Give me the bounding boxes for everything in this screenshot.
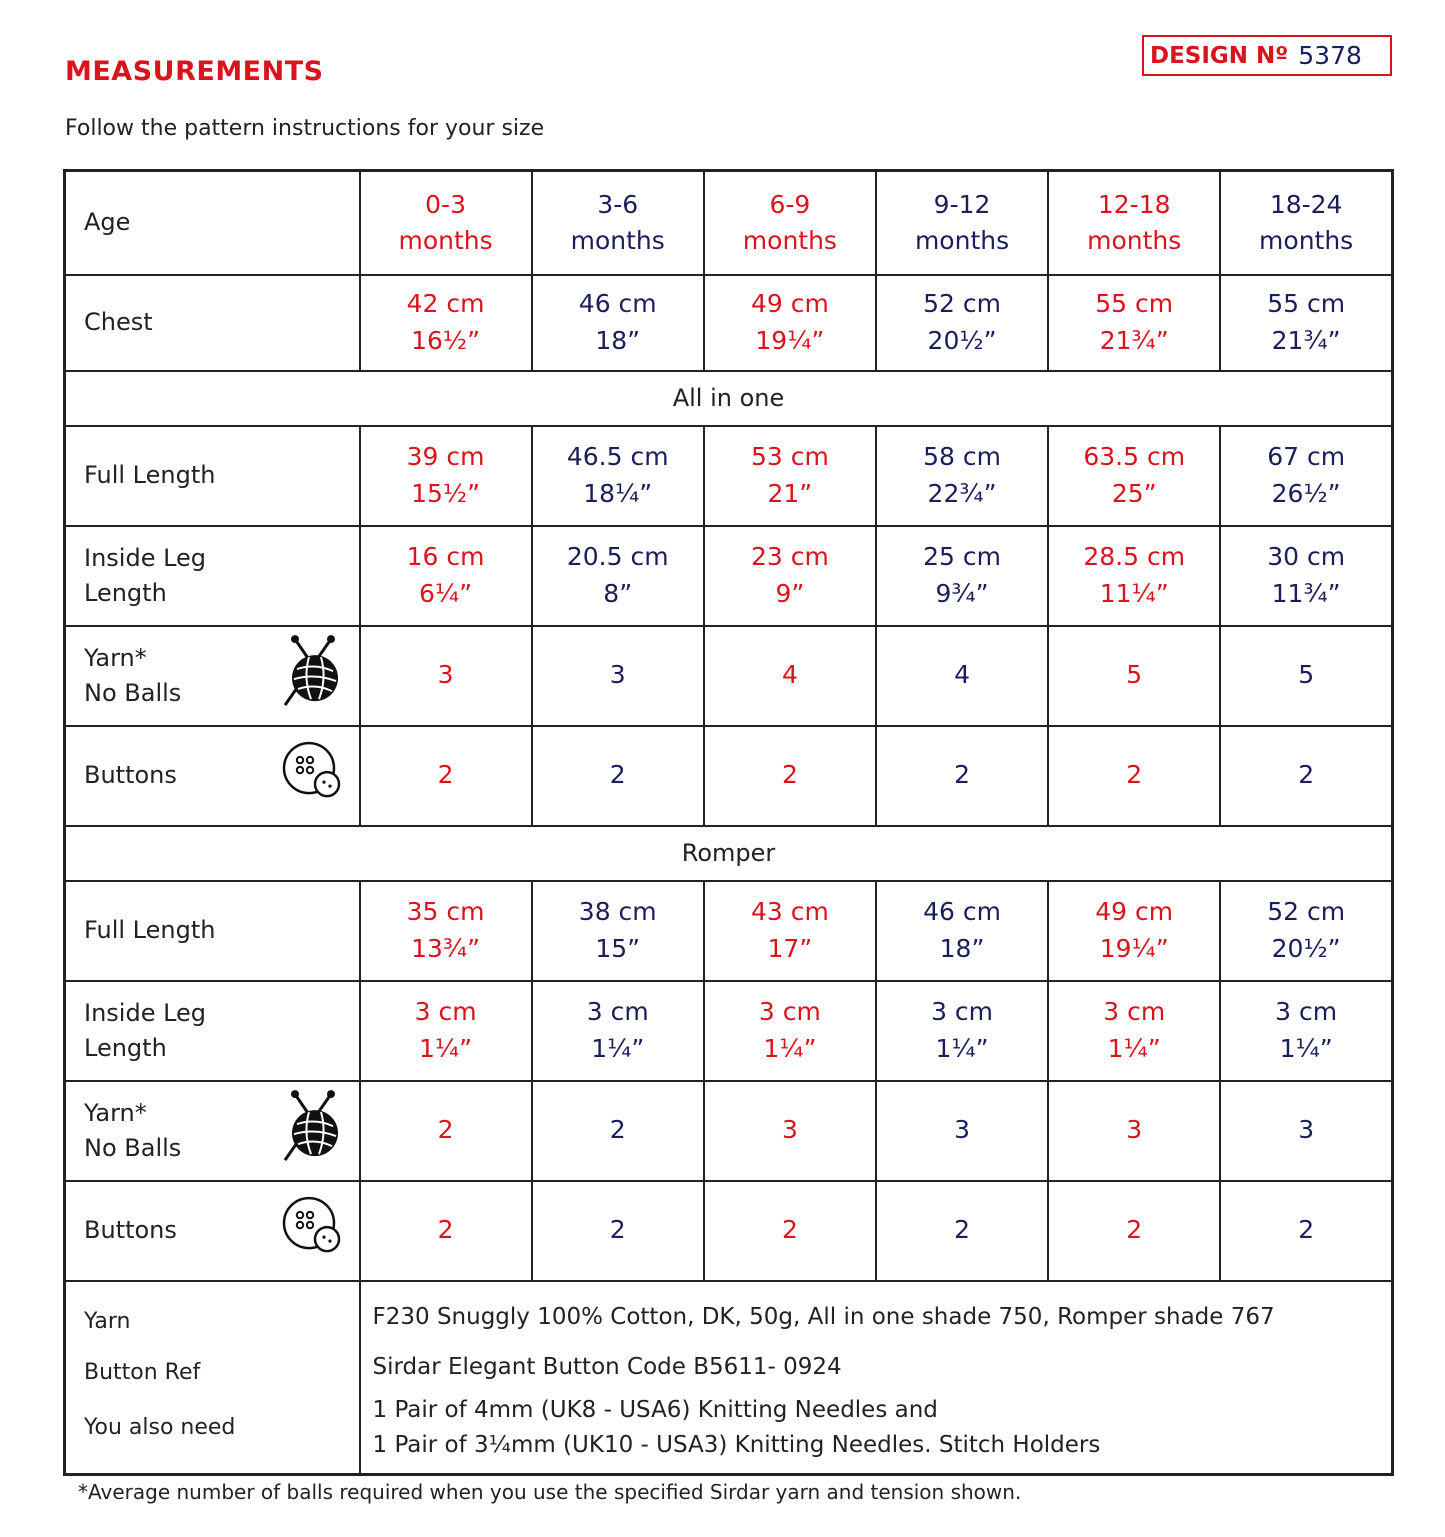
cell-buttons: 2: [1048, 1181, 1220, 1281]
cell-balls: 3: [1220, 1081, 1392, 1181]
cell-balls: 3: [876, 1081, 1048, 1181]
label-buttons: Buttons: [65, 1181, 360, 1281]
cell-balls: 2: [532, 1081, 704, 1181]
cell-inside-leg: 3 cm 1¼”: [360, 981, 532, 1081]
section-title: All in one: [65, 371, 1393, 426]
also-need-label: You also need: [84, 1414, 236, 1440]
cell-full-length: 67 cm 26½”: [1220, 426, 1392, 526]
cell-full-length: 46.5 cm 18¼”: [532, 426, 704, 526]
design-number-box: [1142, 35, 1392, 76]
subtitle: Follow the pattern instructions for your size: [65, 116, 545, 141]
design-number: 5378: [1298, 41, 1362, 70]
yarn-ball-icon: [279, 1088, 345, 1174]
cell-full-length: 35 cm 13¾”: [360, 881, 532, 981]
section-header: [65, 371, 1393, 426]
info-values: [360, 1281, 1393, 1475]
cell-inside-leg: 30 cm 11¾”: [1220, 526, 1392, 626]
cell-buttons: 2: [876, 726, 1048, 826]
page-title: MEASUREMENTS: [65, 56, 324, 87]
cell-full-length: 58 cm 22¾”: [876, 426, 1048, 526]
cell-full-length: 38 cm 15”: [532, 881, 704, 981]
row-full-length: [65, 881, 1393, 981]
cell-age: 9-12 months: [876, 171, 1048, 275]
cell-buttons: 2: [1048, 726, 1220, 826]
cell-age: 3-6 months: [532, 171, 704, 275]
label-yarn-balls: Yarn* No Balls: [65, 626, 360, 726]
button-ref-label: Button Ref: [84, 1359, 201, 1385]
label-full-length: Full Length: [65, 426, 360, 526]
cell-balls: 4: [876, 626, 1048, 726]
label-buttons: Buttons: [65, 726, 360, 826]
cell-buttons: 2: [704, 726, 876, 826]
footnote: *Average number of balls required when you use the specified Sirdar yarn and tension shown.: [78, 1480, 1022, 1504]
cell-inside-leg: 3 cm 1¼”: [1048, 981, 1220, 1081]
row-inside-leg: [65, 526, 1393, 626]
label-inside-leg: Inside Leg Length: [65, 981, 360, 1081]
cell-inside-leg: 3 cm 1¼”: [532, 981, 704, 1081]
cell-balls: 3: [704, 1081, 876, 1181]
section-header: [65, 826, 1393, 881]
cell-buttons: 2: [532, 1181, 704, 1281]
button-icon: [279, 1193, 345, 1269]
cell-buttons: 2: [876, 1181, 1048, 1281]
cell-chest: 52 cm 20½”: [876, 275, 1048, 371]
row-buttons: [65, 1181, 1393, 1281]
cell-age: 18-24 months: [1220, 171, 1392, 275]
label-age: Age: [65, 171, 360, 275]
also-need-value-1: 1 Pair of 4mm (UK8 - USA6) Knitting Needles and: [372, 1396, 938, 1423]
row-chest: [65, 275, 1393, 371]
cell-inside-leg: 20.5 cm 8”: [532, 526, 704, 626]
cell-balls: 3: [360, 626, 532, 726]
measurements-table: [63, 169, 1394, 1476]
label-yarn-balls: Yarn* No Balls: [65, 1081, 360, 1181]
cell-full-length: 63.5 cm 25”: [1048, 426, 1220, 526]
cell-buttons: 2: [360, 726, 532, 826]
button-ref-value: Sirdar Elegant Button Code B5611- 0924: [372, 1353, 842, 1380]
yarn-value: F230 Snuggly 100% Cotton, DK, 50g, All in one shade 750, Romper shade 767: [372, 1303, 1275, 1330]
cell-chest: 55 cm 21¾”: [1048, 275, 1220, 371]
cell-balls: 3: [1048, 1081, 1220, 1181]
cell-buttons: 2: [360, 1181, 532, 1281]
cell-inside-leg: 28.5 cm 11¼”: [1048, 526, 1220, 626]
button-icon: [279, 738, 345, 814]
cell-full-length: 49 cm 19¼”: [1048, 881, 1220, 981]
yarn-ball-icon: [279, 633, 345, 719]
info-labels: [65, 1281, 360, 1475]
section-title: Romper: [65, 826, 1393, 881]
cell-inside-leg: 25 cm 9¾”: [876, 526, 1048, 626]
cell-chest: 49 cm 19¼”: [704, 275, 876, 371]
also-need-value-2: 1 Pair of 3¼mm (UK10 - USA3) Knitting Needles. Stitch Holders: [372, 1431, 1101, 1458]
cell-full-length: 53 cm 21”: [704, 426, 876, 526]
cell-balls: 2: [360, 1081, 532, 1181]
cell-balls: 4: [704, 626, 876, 726]
cell-inside-leg: 3 cm 1¼”: [876, 981, 1048, 1081]
cell-full-length: 52 cm 20½”: [1220, 881, 1392, 981]
cell-chest: 55 cm 21¾”: [1220, 275, 1392, 371]
yarn-label: Yarn: [84, 1308, 131, 1334]
label-inside-leg: Inside Leg Length: [65, 526, 360, 626]
row-buttons: [65, 726, 1393, 826]
cell-buttons: 2: [1220, 726, 1392, 826]
cell-buttons: 2: [532, 726, 704, 826]
row-full-length: [65, 426, 1393, 526]
row-yarn-balls: [65, 1081, 1393, 1181]
cell-full-length: 43 cm 17”: [704, 881, 876, 981]
cell-buttons: 2: [1220, 1181, 1392, 1281]
cell-full-length: 39 cm 15½”: [360, 426, 532, 526]
row-info: [65, 1281, 1393, 1475]
label-chest: Chest: [65, 275, 360, 371]
cell-age: 12-18 months: [1048, 171, 1220, 275]
cell-balls: 5: [1048, 626, 1220, 726]
cell-inside-leg: 16 cm 6¼”: [360, 526, 532, 626]
cell-buttons: 2: [704, 1181, 876, 1281]
cell-inside-leg: 3 cm 1¼”: [704, 981, 876, 1081]
cell-inside-leg: 23 cm 9”: [704, 526, 876, 626]
cell-age: 6-9 months: [704, 171, 876, 275]
cell-full-length: 46 cm 18”: [876, 881, 1048, 981]
cell-inside-leg: 3 cm 1¼”: [1220, 981, 1392, 1081]
row-yarn-balls: [65, 626, 1393, 726]
cell-chest: 42 cm 16½”: [360, 275, 532, 371]
label-full-length: Full Length: [65, 881, 360, 981]
cell-balls: 5: [1220, 626, 1392, 726]
design-label: DESIGN Nº: [1150, 42, 1289, 69]
cell-balls: 3: [532, 626, 704, 726]
cell-chest: 46 cm 18”: [532, 275, 704, 371]
row-inside-leg: [65, 981, 1393, 1081]
cell-age: 0-3 months: [360, 171, 532, 275]
row-age: [65, 171, 1393, 275]
